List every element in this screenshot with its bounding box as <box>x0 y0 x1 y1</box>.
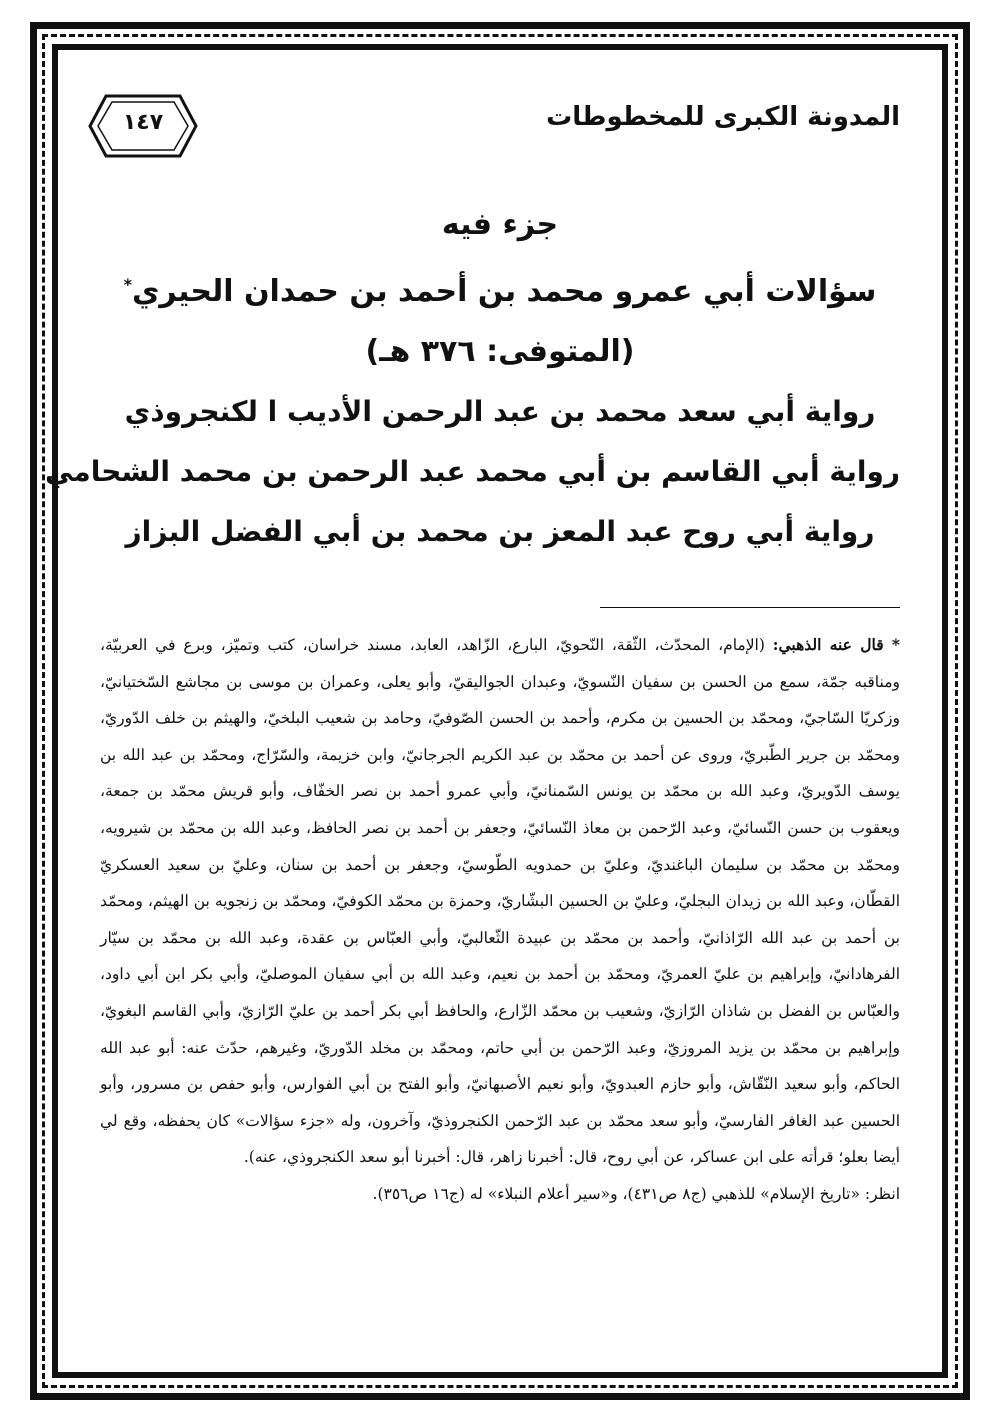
title-line-2 <box>100 255 900 322</box>
title-line-6: رواية أبي روح عبد المعز بن محمد بن أبي الفضل البزاز <box>125 515 875 548</box>
page-header <box>100 92 900 162</box>
title-line-4: رواية أبي سعد محمد بن عبد الرحمن الأديب ا لكنجروذي <box>124 395 876 428</box>
footnote-reference: انظر: «تاريخ الإسلام» للذهبي (ج٨ ص٤٣١)، و«سير أعلام النبلاء» له (ج١٦ ص٣٥٦). <box>372 1184 900 1203</box>
running-title: المدونة الكبرى للمخطوطات <box>546 102 900 132</box>
title-line-5: رواية أبي القاسم بن أبي محمد عبد الرحمن بن محمد الشحامي <box>45 455 900 488</box>
title-block <box>45 195 900 562</box>
title-line-2-text: سؤالات أبي عمرو محمد بن أحمد بن حمدان الحيري <box>131 274 877 309</box>
title-line-3: (المتوفى: ٣٧٦ هـ) <box>365 334 635 369</box>
page-number-badge <box>86 92 200 160</box>
footnote <box>100 627 900 1213</box>
footnote-marker: * <box>123 275 132 294</box>
footnote-body: (الإمام، المحدّث، الثّقة، النّحويّ، البارع، الزّاهد، العابد، مسند خراسان، كتب وتميّز، وبرع في العربيّة، ومناقبه جمّة، سمع من الحسن بن سفيان النّسويّ، وعبدان الجواليقيّ، وأبو يعلى، وعمران بن موسى بن مجاشع السّختيانيّ، وزكريّا السّاجيّ، ومحمّد بن الحسين بن مكرم، وأحمد بن الحسن الصّوفيّ، وحامد بن شعيب البلخيّ، والهيثم بن خلف الدّوريّ، ومحمّد بن جرير الطّبريّ، وروى عن أحمد بن محمّد بن عبد الكريم الجرجانيّ، وابن خزيمة، والسّرّاج، ومحمّد بن عبد الله بن يوسف الدّويريّ، وعبد الله بن محمّد بن يونس السّمنانيّ، وأبي عمرو أحمد بن نصر الخفّاف، وأبو قريش محمّد بن جمعة، ويعقوب بن حسن النّسائيّ، وعبد الرّحمن بن معاذ النّسائيّ، وجعفر بن أحمد بن نصر الحافظ، وعبد الله بن محمّد بن شيرويه، ومحمّد بن محمّد بن سليمان الباغنديّ، وعليّ بن حمدويه الطّوسيّ، وجعفر بن أحمد بن سنان، وعليّ بن سعيد العسكريّ القطّان، وعبد الله بن زيدان البجليّ، وعليّ بن الحسين البشّاريّ، وحمزة بن محمّد الكوفيّ، ومحمّد بن زنجويه بن الهيثم، ومحمّد بن أحمد بن عبد الله الرّاذانيّ، وأحمد بن محمّد بن عبيدة الثّعالبيّ، وأبي العبّاس بن عقدة، وعبد الله بن محمّد بن سيّار الفرهادانيّ، وإبراهيم بن عليّ العمريّ، ومحمّد بن أحمد بن نعيم، وعبد الله بن أبي سفيان الموصليّ، وأبي بكر ابن أبي داود، والعبّاس بن الفضل بن شاذان الرّازيّ، وشعيب بن محمّد الزّارع، والحافظ أبي بكر أحمد بن عليّ الرّازيّ، وأبي القاسم البغويّ، وإبراهيم بن محمّد بن يزيد المروزيّ، وعبد الرّحمن بن أبي حاتم، ومحمّد بن مخلد الدّوريّ، وغيرهم، حدّث عنه: أبو عبد الله الحاكم، وأبو سعيد النّقّاش، وأبو حازم العبدويّ، وأبو نعيم الأصبهانيّ، وأبو الفتح بن أبي الفوارس، وأبو حفص بن مسرور، وأبو الحسين عبد الغافر الفارسيّ، وأبو سعد محمّد بن عبد الرّحمن الكنجروذيّ، وآخرون، وله «جزء سؤالات» كان يحفظه، وقع لي أيضا بعلو؛ قرأته على ابن عساكر، عن أبي روح، قال: أخبرنا زاهر، قال: أخبرنا أبو سعد الكنجروذي، عنه). <box>100 636 901 1167</box>
footnote-lead: * قال عنه الذهبي: <box>772 635 900 654</box>
page-number: ١٤٧ <box>122 110 164 135</box>
footnote-separator <box>600 607 900 608</box>
footnote-paragraph <box>100 627 900 1176</box>
page-content <box>45 80 901 1370</box>
title-line-1: جزء فيه <box>441 207 559 242</box>
